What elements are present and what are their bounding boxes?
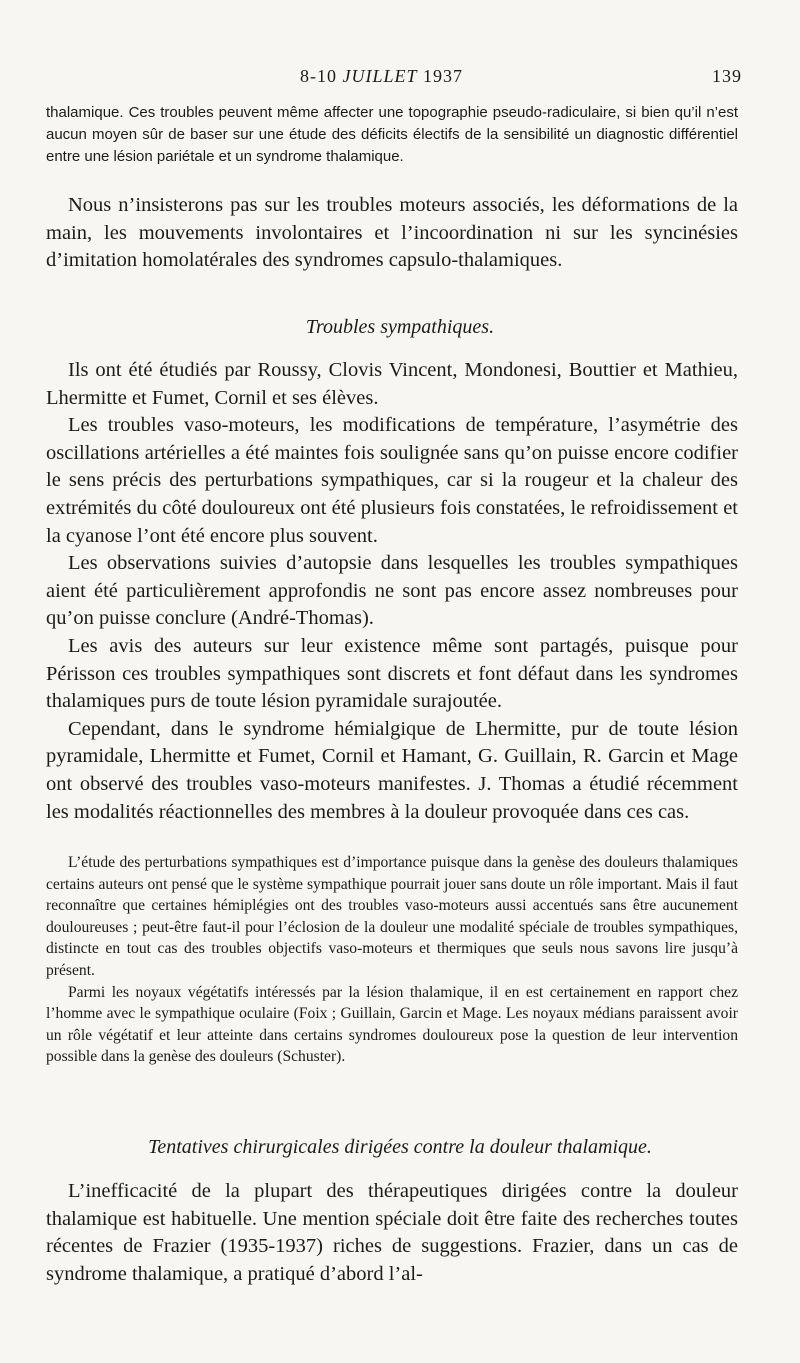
sympathetic-body <box>46 357 738 826</box>
body-paragraph: Cependant, dans le syndrome hémialgique de Lhermitte, pur de toute lésion pyramidale, Lhermitte et Fumet, Cornil et Hamant, G. Guillain, R. Garcin et Mage ont observé des troubles vaso-moteurs manifestes. J. Thomas a étudié récemment les modalités réactionnelles des membres à la douleur provoquée dans ces cas. <box>46 717 738 823</box>
header-date-year: 1937 <box>423 66 464 86</box>
body-paragraph: Les observations suivies d’autopsie dans lesquelles les troubles sympathiques aient été particulièrement approfondis ne sont pas encore assez nombreuses pour qu’on puisse conclure (André-Thomas). <box>46 552 738 630</box>
intro-paragraph-text: thalamique. Ces troubles peuvent même affecter une topographie pseudo-radiculaire, si bien qu’il n’est aucun moyen sûr de baser sur une étude des déficits électifs de la sensibilité un diagnostic différentiel entre une lésion pariétale et un syndrome thalamique. <box>46 104 738 165</box>
sympathetic-notes <box>46 852 738 1068</box>
header-date-prefix: 8-10 <box>300 66 337 86</box>
body-paragraph: Les avis des auteurs sur leur existence même sont partagés, puisque pour Périsson ces troubles sympathiques sont discrets et font défaut dans les syndromes thalamiques purs de toute lésion pyramidale surajoutée. <box>46 634 738 713</box>
body-paragraph: Ils ont été étudiés par Roussy, Clovis Vincent, Mondonesi, Bouttier et Mathieu, Lhermitte et Fumet, Cornil et ses élèves. <box>46 359 738 409</box>
header-date <box>300 66 463 87</box>
motor-paragraph <box>46 192 738 275</box>
page-number: 139 <box>712 66 742 86</box>
motor-paragraph-text: Nous n’insisterons pas sur les troubles moteurs associés, les déformations de la main, les mouvements involontaires et l’incoordination ni sur les syncinésies d’imitation homolatérales des syndromes capsulo-thalamiques. <box>46 194 738 272</box>
note-paragraph: L’étude des perturbations sympathiques est d’importance puisque dans la genèse des douleurs thalamiques certains auteurs ont pensé que le système sympathique pourrait jouer sans doute un rôle important. Mais il faut reconnaître que certaines hémiplégies ont des troubles vaso-moteurs aussi accentués sans être aucunement douloureuses ; peut-être faut-il pour l’éclosion de la douleur une modalité spéciale de troubles sympathiques, distincte en tout cas des troubles objectifs vaso-moteurs et thermiques que seuls nous savons lire jusqu’à présent. <box>46 854 738 979</box>
body-paragraph: Les troubles vaso-moteurs, les modifications de température, l’asymétrie des oscillations artérielles a été maintes fois soulignée sans qu’on puisse encore codifier le sens précis des perturbations sympathiques, car si la rougeur et la chaleur des extrémités du côté douloureux ont été plusieurs fois constatées, le refroidissement et la cyanose l’ont été encore plus souvent. <box>46 414 738 547</box>
section-title-sympathetic: Troubles sympathiques. <box>305 316 495 338</box>
note-paragraph: Parmi les noyaux végétatifs intéressés par la lésion thalamique, il en est certainement en rapport chez l’homme avec le sympathique oculaire (Foix ; Guillain, Garcin et Mage. Les noyaux médians paraissent avoir un rôle végétatif et leur atteinte dans certains syndromes douloureux pose la question de leur intervention possible dans la genèse des douleurs (Schuster). <box>46 983 738 1066</box>
running-header <box>0 66 800 90</box>
body-paragraph: L’inefficacité de la plupart des thérapeutiques dirigées contre la douleur thalamique est habituelle. Une mention spéciale doit être faite des recherches toutes récentes de Frazier (1935-1937) riches de suggestions. Frazier, dans un cas de syndrome thalamique, a pratiqué d’abord l’al- <box>46 1180 738 1285</box>
surgical-body <box>46 1178 738 1288</box>
section-title-surgical: Tentatives chirurgicales dirigées contre la douleur thalamique. <box>148 1136 652 1158</box>
intro-paragraph <box>46 102 738 168</box>
header-date-month: JUILLET <box>342 66 418 86</box>
